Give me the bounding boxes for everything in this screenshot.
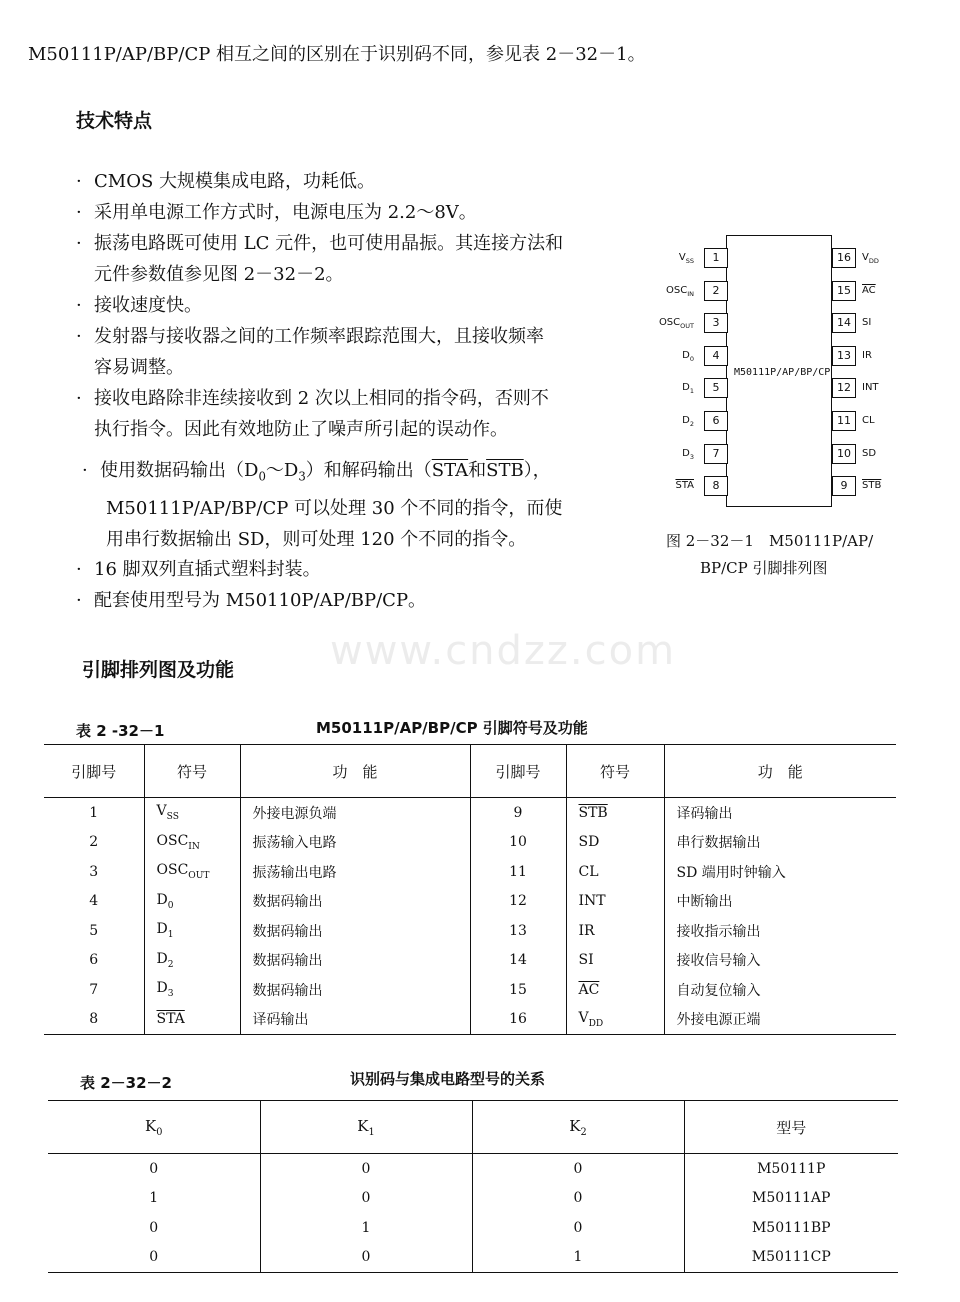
code-cell: 0 — [260, 1243, 472, 1273]
pin-label — [679, 252, 694, 265]
symbol-cell — [566, 887, 664, 917]
pin-function-table — [44, 744, 896, 1035]
pin-label — [666, 285, 694, 298]
function-cell: 数据码输出 — [240, 975, 470, 1005]
feature-item — [76, 228, 563, 290]
table1-id: 表 2 -32－1 — [76, 722, 165, 740]
pin-symbol: SD — [862, 447, 877, 459]
function-cell: 自动复位输入 — [664, 975, 896, 1005]
subscript: OUT — [188, 871, 210, 882]
pin-label — [862, 448, 876, 459]
figure-caption: 图 2－32－1 M50111P/AP/ — [666, 532, 874, 550]
pin-number-right: 12 — [832, 378, 856, 398]
pin-symbol: $\overline{STB}$ — [862, 480, 882, 492]
bullet: · — [76, 559, 82, 580]
feature-text: 16 脚双列直插式塑料封装。 — [94, 559, 321, 580]
section-title-pins: 引脚排列图及功能 — [82, 659, 235, 681]
subscript: 1 — [368, 1126, 375, 1138]
pin-number-cell: 9 — [470, 798, 566, 828]
id-code-table — [48, 1100, 898, 1273]
function-cell: SD 端用时钟输入 — [664, 857, 896, 887]
symbol-text: $\overline{STA}$ — [156, 1011, 185, 1028]
symbol-cell — [144, 975, 240, 1005]
pin-label — [862, 317, 871, 328]
symbol-text: D — [156, 891, 168, 908]
symbol-cell — [144, 916, 240, 946]
feature-text: 采用单电源工作方式时，电源电压为 2.2～8V。 — [94, 202, 477, 223]
pin-number-cell: 10 — [470, 828, 566, 858]
subscript: DD — [868, 257, 879, 265]
feature-line — [76, 166, 563, 197]
table-row — [44, 828, 896, 858]
pin-number-cell: 14 — [470, 946, 566, 976]
table2-title: 识别码与集成电路型号的关系 — [350, 1070, 546, 1088]
code-cell: 1 — [149, 1190, 159, 1207]
table-row — [44, 857, 896, 887]
table-header-row — [48, 1101, 898, 1154]
pin-number-cell: 7 — [89, 981, 99, 998]
model-cell: M50111AP — [684, 1184, 898, 1214]
subscript: 0 — [167, 900, 174, 911]
bullet: · — [76, 171, 82, 192]
model-cell: M50111BP — [684, 1213, 898, 1243]
table-header-cell: 功 能 — [240, 745, 470, 798]
pin-label — [682, 415, 694, 428]
feature-line — [76, 228, 563, 259]
symbol-text: SD — [578, 834, 600, 851]
pin-number-left: 6 — [704, 411, 728, 431]
feature-item — [76, 290, 563, 321]
symbol-cell — [566, 975, 664, 1005]
function-cell: 外接电源正端 — [664, 1005, 896, 1035]
symbol-cell — [566, 946, 664, 976]
subscript: 3 — [167, 989, 174, 1000]
pin-number-cell: 2 — [89, 834, 99, 851]
pin-symbol: $\overline{AC}$ — [862, 284, 876, 296]
code-cell: 0 — [149, 1249, 159, 1266]
table-header-cell — [260, 1101, 472, 1154]
bullet: · — [76, 590, 82, 611]
symbol-text: $\overline{AC}$ — [578, 981, 600, 998]
pin-symbol: V — [678, 252, 686, 263]
header-text: K — [569, 1116, 581, 1135]
symbol-cell — [144, 946, 240, 976]
subscript: DD — [588, 1018, 604, 1029]
feature-text: M50111P/AP/BP/CP 可以处理 30 个不同的指令，而使 — [106, 497, 563, 519]
table-header-cell: 符号 — [144, 745, 240, 798]
symbol-text: D — [156, 950, 168, 967]
pin-number-cell: 8 — [89, 1011, 99, 1028]
symbol-text: D — [156, 980, 168, 997]
code-cell: 0 — [472, 1154, 684, 1184]
feature-text: ）和解码输出（ — [305, 460, 432, 481]
table-header-row — [44, 745, 896, 798]
table-header-cell: 引脚号 — [71, 762, 117, 781]
symbol-text: CL — [578, 863, 599, 880]
table-row — [44, 975, 896, 1005]
pin-symbol: INT — [862, 382, 879, 394]
symbol-cell — [144, 887, 240, 917]
symbol-cell — [566, 1005, 664, 1035]
function-cell: 译码输出 — [240, 1005, 470, 1035]
model-cell: M50111P — [684, 1154, 898, 1184]
pin-label — [682, 448, 694, 461]
code-cell: 0 — [149, 1160, 159, 1177]
pin-symbol: D — [682, 415, 690, 426]
feature-text: 配套使用型号为 M50110P/AP/BP/CP。 — [94, 590, 427, 611]
pin-number-left: 4 — [704, 346, 728, 366]
pin-label — [682, 350, 694, 363]
feature-text: 振荡电路既可使用 LC 元件，也可使用晶振。其连接方法和 — [94, 233, 564, 254]
feature-text: 接收电路除非连续接收到 2 次以上相同的指令码，否则不 — [94, 388, 549, 409]
model-cell: M50111CP — [684, 1243, 898, 1273]
pin-number-right: 15 — [832, 281, 856, 301]
pin-number-left: 5 — [704, 378, 728, 398]
subscript: SS — [685, 257, 694, 265]
subscript: 0 — [156, 1126, 163, 1138]
pin-symbol: $\overline{STA}$ — [675, 480, 694, 492]
table-row — [48, 1213, 898, 1243]
pin-symbol: SI — [862, 317, 872, 329]
symbol-text: V — [578, 1009, 589, 1026]
symbol-cell — [566, 916, 664, 946]
feature-line — [76, 321, 563, 352]
function-cell: 串行数据输出 — [664, 828, 896, 858]
symbol-cell — [566, 857, 664, 887]
symbol-cell — [144, 857, 240, 887]
pin-symbol: IR — [862, 349, 872, 361]
table-row — [44, 916, 896, 946]
section-title-features: 技术特点 — [76, 110, 153, 132]
stb-overline: $\overline{STB}$ — [486, 460, 524, 481]
feature-text: 和 — [468, 460, 487, 481]
feature-line — [76, 197, 563, 228]
pin-number-right: 14 — [832, 313, 856, 333]
subscript: 2 — [167, 959, 174, 970]
subscript: 0 — [258, 469, 266, 484]
table2-id: 表 2－32－2 — [80, 1074, 172, 1092]
subscript: IN — [687, 289, 694, 298]
pin-symbol: OSC — [658, 317, 681, 329]
bullet: · — [76, 233, 82, 254]
pin-number-right: 9 — [832, 476, 856, 496]
pin-number-cell: 12 — [470, 887, 566, 917]
symbol-text: SI — [578, 952, 594, 969]
table1-title: M50111P/AP/BP/CP 引脚符号及功能 — [316, 719, 588, 737]
subscript: IN — [188, 841, 200, 852]
subscript: SS — [166, 812, 179, 823]
code-cell: 1 — [472, 1243, 684, 1273]
pin-symbol: CL — [862, 415, 875, 426]
function-cell: 振荡输出电路 — [240, 857, 470, 887]
feature-text: 容易调整。 — [94, 357, 184, 378]
code-cell: 0 — [472, 1213, 684, 1243]
code-cell: 0 — [260, 1154, 472, 1184]
table-row — [44, 1005, 896, 1035]
function-cell: 数据码输出 — [240, 946, 470, 976]
pin-number-cell: 13 — [470, 916, 566, 946]
subscript: 1 — [167, 930, 174, 941]
function-cell: 译码输出 — [664, 798, 896, 828]
code-cell: 0 — [260, 1184, 472, 1214]
symbol-cell — [144, 798, 240, 828]
code-cell: 1 — [260, 1213, 472, 1243]
pin-number-cell: 16 — [470, 1005, 566, 1035]
table-header-cell — [472, 1101, 684, 1154]
feature-text: 执行指令。因此有效地防止了噪声所引起的误动作。 — [94, 419, 508, 440]
subscript: 3 — [298, 469, 306, 484]
pin-number-cell: 1 — [89, 804, 99, 821]
symbol-text: $\overline{STB}$ — [578, 804, 608, 821]
subscript: 2 — [689, 420, 694, 428]
symbol-cell — [144, 828, 240, 858]
bullet: · — [82, 460, 88, 481]
feature-text: ～D — [265, 460, 299, 481]
pin-number-right: 10 — [832, 444, 856, 464]
feature-item-data-output — [82, 455, 562, 555]
symbol-text: OSC — [156, 832, 189, 849]
pin-number-cell: 15 — [470, 975, 566, 1005]
pin-label — [862, 350, 872, 361]
pin-number-right: 13 — [832, 346, 856, 366]
symbol-text: IR — [578, 922, 595, 939]
subscript: 2 — [580, 1126, 587, 1138]
feature-list — [76, 166, 563, 445]
feature-line — [76, 290, 563, 321]
intro-text: M50111P/AP/BP/CP 相互之间的区别在于识别码不同，参见表 2－32－1。 — [28, 44, 646, 65]
feature-line — [76, 383, 563, 414]
pin-label — [862, 415, 875, 426]
pin-number-left: 1 — [704, 248, 728, 268]
header-text: K — [145, 1116, 157, 1135]
table-row — [48, 1184, 898, 1214]
feature-text: ）， — [523, 460, 551, 481]
feature-line-cont — [76, 414, 563, 445]
sta-overline: $\overline{STA}$ — [431, 460, 469, 481]
pin-label — [682, 382, 694, 395]
table-row — [48, 1243, 898, 1273]
feature-item — [76, 554, 426, 585]
table-row — [44, 887, 896, 917]
function-cell: 接收指示输出 — [664, 916, 896, 946]
pin-symbol: D — [682, 349, 690, 361]
pin-number-left: 3 — [704, 313, 728, 333]
pin-label — [862, 480, 881, 491]
table-header-cell: 符号 — [566, 745, 664, 798]
table-header-cell: 引脚号 — [470, 745, 566, 798]
pin-number-right: 11 — [832, 411, 856, 431]
table-row — [44, 798, 896, 828]
bullet: · — [76, 388, 82, 409]
pin-number-cell: 6 — [89, 952, 99, 969]
pin-number-left: 7 — [704, 444, 728, 464]
pin-label — [659, 317, 694, 330]
pin-number-right: 16 — [832, 248, 856, 268]
feature-list-tail — [76, 554, 426, 616]
feature-line-cont — [76, 352, 563, 383]
code-cell: 0 — [149, 1219, 159, 1236]
symbol-text: INT — [578, 893, 606, 910]
pin-symbol: V — [862, 252, 869, 263]
symbol-text: V — [156, 803, 167, 820]
function-cell: 振荡输入电路 — [240, 828, 470, 858]
feature-item — [76, 197, 563, 228]
feature-item — [76, 383, 563, 445]
table-header-cell — [48, 1101, 260, 1154]
bullet: · — [76, 202, 82, 223]
feature-text: 接收速度快。 — [94, 295, 202, 316]
table-header-cell — [684, 1101, 898, 1154]
feature-text: CMOS 大规模集成电路，功耗低。 — [94, 171, 376, 192]
function-cell: 中断输出 — [664, 887, 896, 917]
watermark: www.cndzz.com — [330, 628, 677, 674]
header-text: K — [357, 1116, 369, 1135]
function-cell: 数据码输出 — [240, 916, 470, 946]
feature-item — [76, 166, 563, 197]
symbol-text: D — [156, 921, 168, 938]
feature-item — [76, 585, 426, 616]
feature-text: 使用数据码输出（D — [100, 460, 259, 481]
figure-caption-cont: BP/CP 引脚排列图 — [700, 559, 828, 577]
header-text: 型号 — [776, 1118, 807, 1137]
pin-number-cell: 11 — [470, 857, 566, 887]
feature-text: 发射器与接收器之间的工作频率跟踪范围大，且接收频率 — [94, 326, 544, 347]
symbol-cell — [566, 798, 664, 828]
table-row — [48, 1154, 898, 1184]
pin-number-cell: 5 — [89, 922, 99, 939]
feature-line-cont — [76, 259, 563, 290]
symbol-cell — [144, 1005, 240, 1035]
table-header-cell: 功 能 — [664, 745, 896, 798]
feature-item — [76, 321, 563, 383]
pin-symbol: OSC — [666, 284, 688, 296]
symbol-cell — [566, 828, 664, 858]
pin-number-cell: 3 — [89, 863, 99, 880]
bullet: · — [76, 326, 82, 347]
pin-label — [862, 285, 876, 296]
subscript: OUT — [680, 322, 694, 331]
function-cell: 接收信号输入 — [664, 946, 896, 976]
symbol-text: OSC — [156, 862, 189, 879]
function-cell: 数据码输出 — [240, 887, 470, 917]
pin-number-cell: 4 — [89, 893, 99, 910]
pin-symbol: D — [682, 382, 690, 394]
subscript: 0 — [689, 354, 694, 363]
pin-number-left: 2 — [704, 281, 728, 301]
pin-label — [862, 252, 879, 265]
code-cell: 0 — [472, 1184, 684, 1214]
pin-symbol: D — [682, 447, 690, 459]
bullet: · — [76, 295, 82, 316]
pin-label — [675, 480, 694, 491]
table-row — [44, 946, 896, 976]
feature-text: 元件参数值参见图 2－32－2。 — [94, 264, 344, 285]
function-cell: 外接电源负端 — [240, 798, 470, 828]
pin-label — [862, 382, 879, 393]
feature-text: 用串行数据输出 SD，则可处理 120 个不同的指令。 — [106, 528, 527, 550]
subscript: 3 — [689, 452, 694, 461]
subscript: 1 — [689, 387, 694, 396]
pin-number-left: 8 — [704, 476, 728, 496]
chip-label: M50111P/AP/BP/CP — [734, 367, 831, 378]
